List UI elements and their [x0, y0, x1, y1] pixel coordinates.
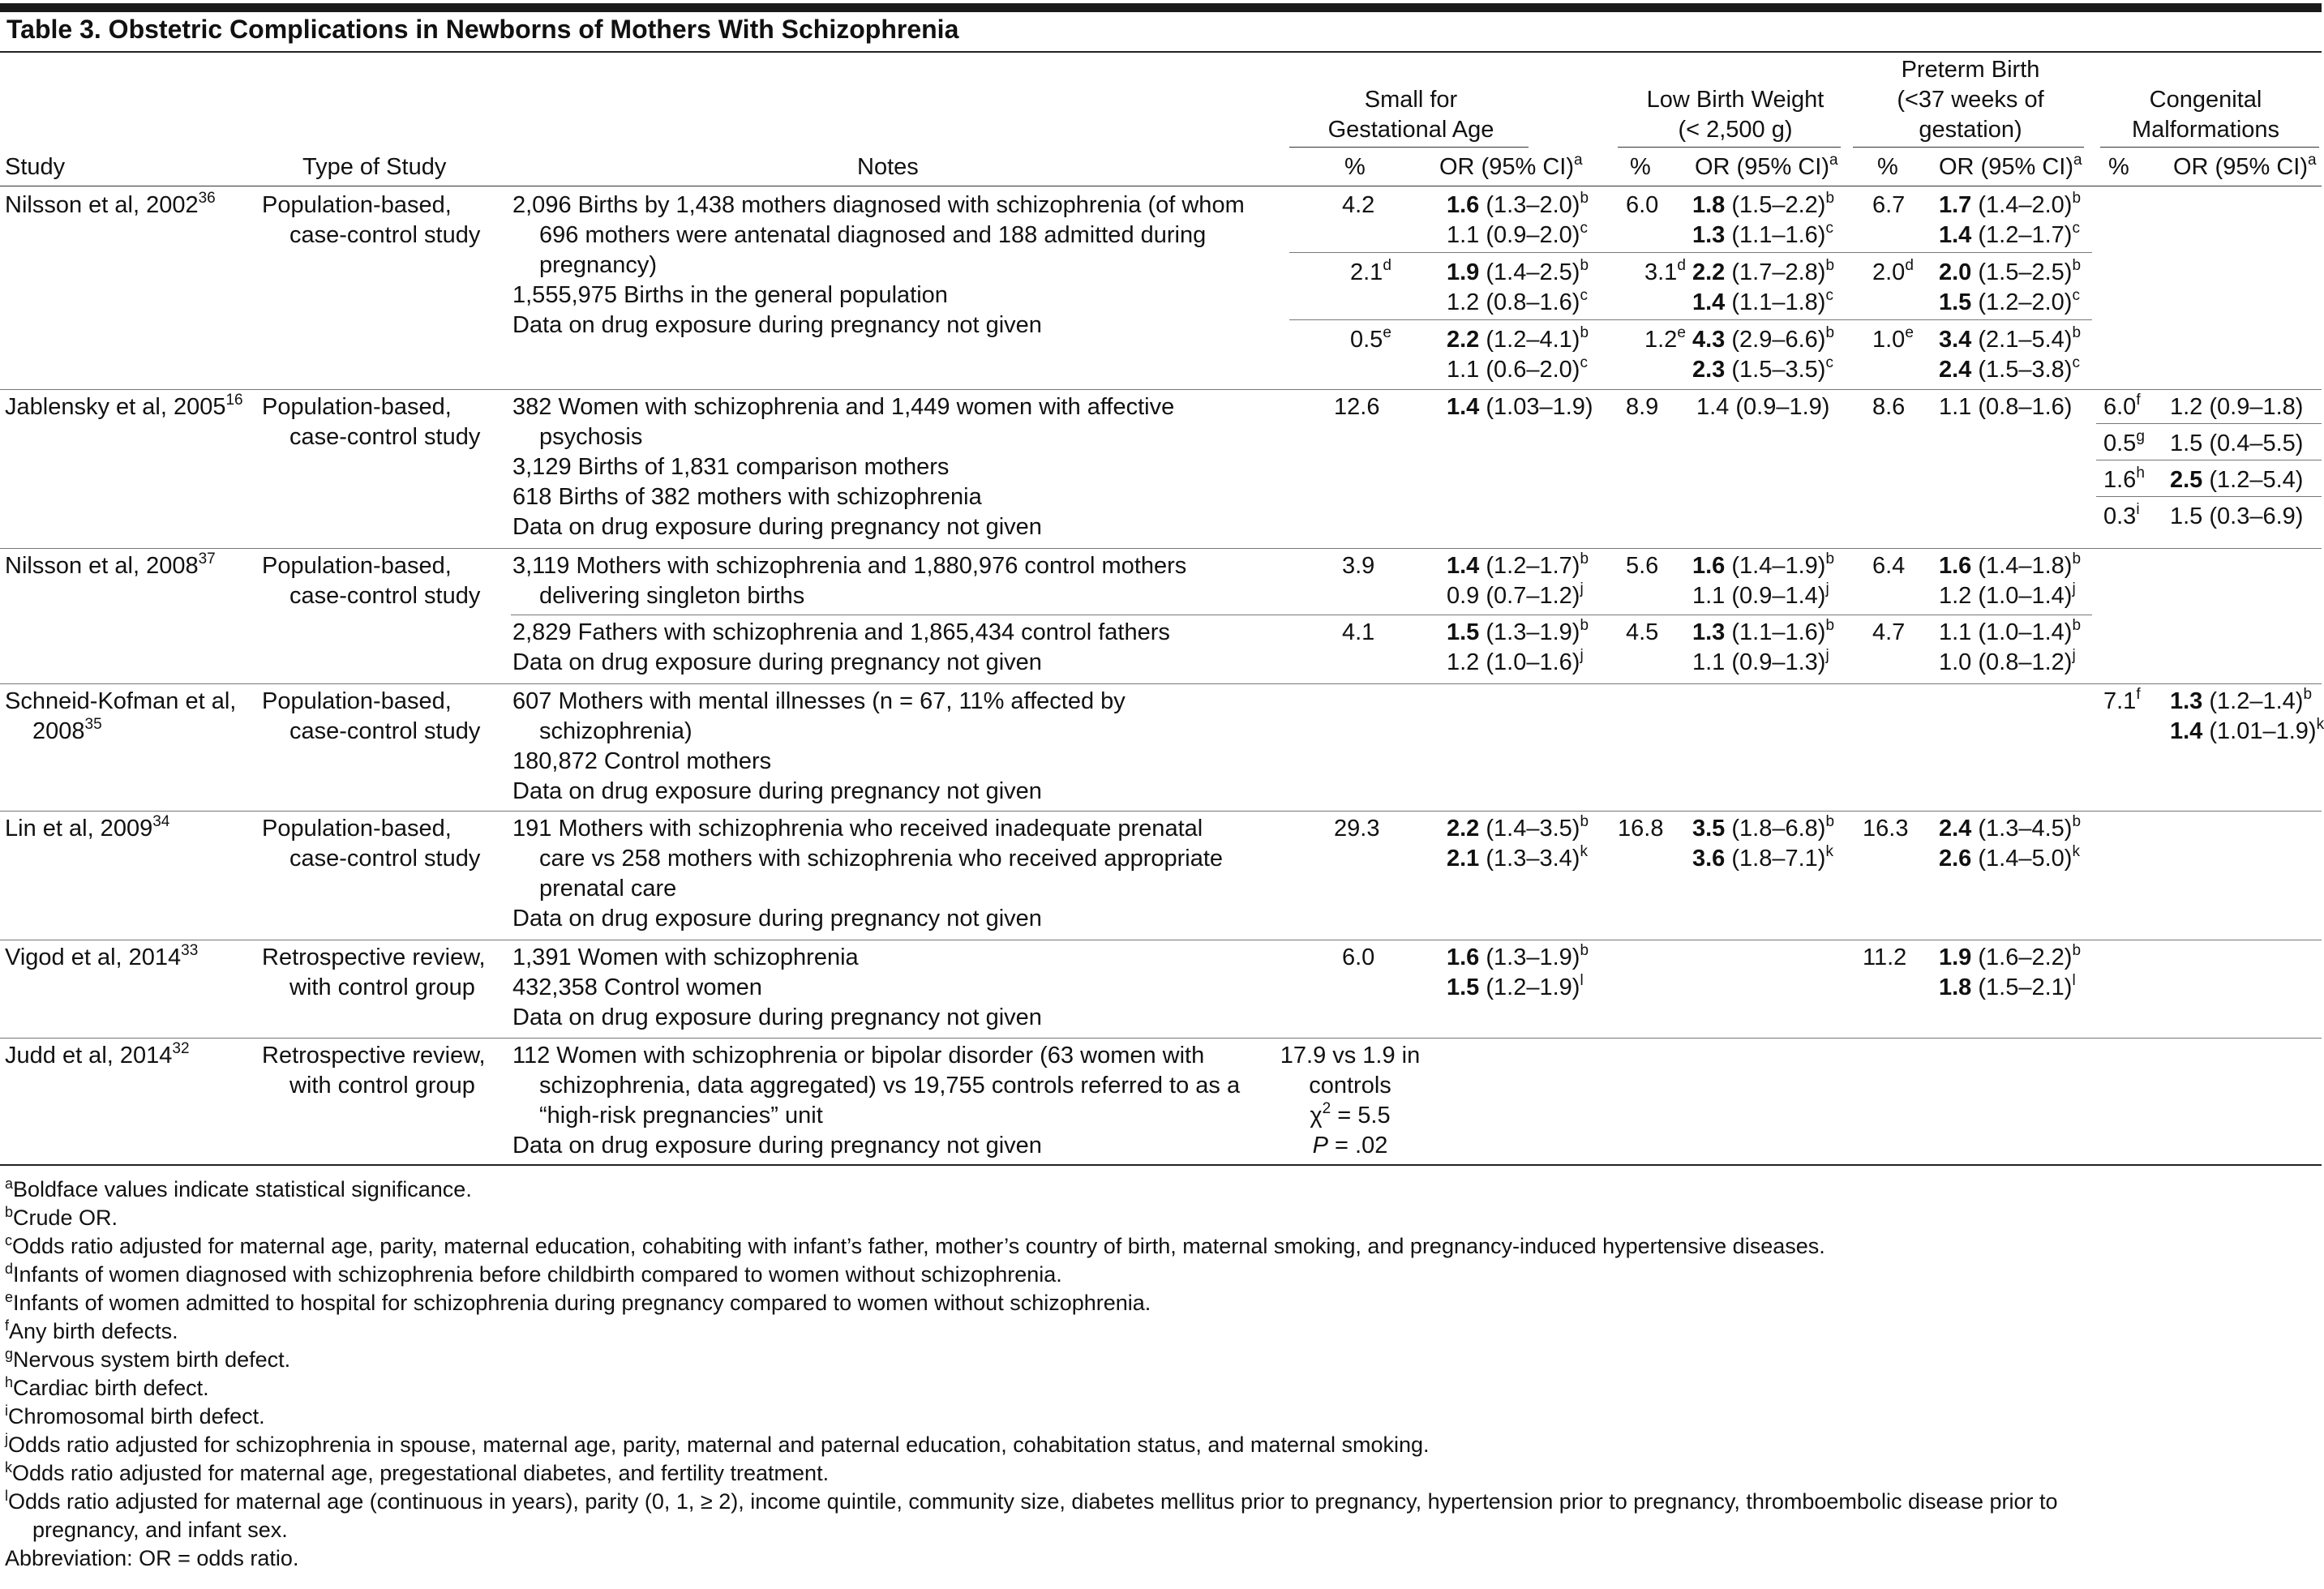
p-value: P = .02 — [1312, 1133, 1388, 1159]
study-type: case-control study — [289, 424, 481, 450]
study-name: Nilsson et al, 2008$^{37}$ — [5, 550, 216, 579]
sga-or: 1.6 $(1.3-2.0)^b$ — [1447, 190, 1589, 218]
pt-or: 1.2 $(1.0-1.4)^j$ — [1939, 580, 2076, 609]
header-lbw-2: (< 2,500 g) — [1678, 117, 1793, 143]
pt-pct: 6.4 — [1872, 553, 1906, 579]
sga-or: 1.4 (1.03–1.9) — [1447, 394, 1593, 420]
footnote: $^c$Odds ratio adjusted for maternal age, parity, maternal education, cohabiting with infant’s father, mother’s country of birth, maternal smoking, and pregnancy-induced hypertensive diseases. — [5, 1232, 1825, 1258]
lbw-or: 3.6 $(1.8-7.1)^k$ — [1692, 843, 1833, 872]
pt-or: 1.0 $(0.8-1.2)^j$ — [1939, 647, 2076, 675]
pt-pct: 16.3 — [1863, 816, 1909, 842]
pt-or: 1.4 $(1.2-1.7)^c$ — [1939, 220, 2080, 248]
lbw-or: 1.1 $(0.9-1.4)^j$ — [1692, 580, 1829, 609]
study-name: 2008$^{35}$ — [32, 716, 102, 744]
header-cm-or: OR (95% CI)$^a$ — [2173, 152, 2317, 180]
chi-square: $\chi^2 = 5.5$ — [1310, 1100, 1391, 1129]
footnote: $^l$Odds ratio adjusted for maternal age (continuous in years), parity (0, 1, ≥ 2), income quintile, community size, diabetes mellitus prior to pregnancy, hypertension prior to pregnancy, thromboembolic disease prior to — [5, 1488, 2058, 1514]
lbw-or: 2.2 $(1.7-2.8)^b$ — [1692, 257, 1835, 285]
pt-or: 1.1 (0.8–1.6) — [1939, 394, 2073, 420]
header-notes: Notes — [857, 154, 919, 180]
header-study: Study — [5, 154, 66, 180]
header-type: Type of Study — [302, 154, 447, 180]
top-bar — [0, 3, 2322, 12]
sga-pct: 2.1$^d$ — [1350, 257, 1391, 285]
study-type: Population-based, — [262, 394, 452, 420]
header-cm-2: Malformations — [2131, 117, 2280, 143]
header-sga-1: Small for — [1364, 87, 1458, 113]
pt-or: 2.4 $(1.3-4.5)^b$ — [1939, 813, 2082, 842]
study-name: Schneid-Kofman et al, — [5, 688, 237, 714]
lbw-or: 4.3 $(2.9-6.6)^b$ — [1692, 324, 1835, 353]
study-type: Population-based, — [262, 553, 452, 579]
footnote: $^g$Nervous system birth defect. — [5, 1346, 291, 1372]
notes-line: 432,358 Control women — [512, 974, 762, 1000]
pt-or: 2.6 $(1.4-5.0)^k$ — [1939, 843, 2080, 872]
title-rule — [0, 51, 2322, 53]
study-type: Population-based, — [262, 816, 452, 842]
lbw-pct: 4.5 — [1626, 619, 1659, 645]
lbw-or: 1.1 $(0.9-1.3)^j$ — [1692, 647, 1829, 675]
pt-or: 1.8 $(1.5-2.1)^l$ — [1939, 972, 2076, 1000]
sga-or: 1.5 $(1.2-1.9)^l$ — [1447, 972, 1584, 1000]
cm-pct: 1.6$^h$ — [2103, 465, 2145, 493]
notes-line: 618 Births of 382 mothers with schizophrenia — [512, 484, 982, 510]
subrow-rule — [2096, 496, 2322, 497]
lbw-or: 2.3 $(1.5-3.5)^c$ — [1692, 354, 1833, 383]
cm-pct: 6.0$^f$ — [2103, 392, 2141, 420]
footnote: $^b$Crude OR. — [5, 1204, 118, 1230]
header-lbw-or: OR (95% CI)$^a$ — [1695, 152, 1838, 180]
row-rule — [0, 811, 2322, 812]
notes-line: prenatal care — [539, 876, 677, 902]
header-pt-3: gestation) — [1919, 117, 2022, 143]
notes-line: 607 Mothers with mental illnesses (n = 67, 11% affected by — [512, 688, 1126, 714]
footnote: $^k$Odds ratio adjusted for maternal age, pregestational diabetes, and fertility treatment. — [5, 1459, 830, 1485]
study-name: Nilsson et al, 2002$^{36}$ — [5, 190, 216, 218]
pt-or: 1.5 $(1.2-2.0)^c$ — [1939, 287, 2080, 315]
notes-line: 2,829 Fathers with schizophrenia and 1,865,434 control fathers — [512, 619, 1170, 645]
sga-pct: controls — [1309, 1073, 1391, 1099]
cm-group-rule — [2100, 147, 2319, 148]
notes-line: pregnancy) — [539, 252, 658, 278]
lbw-or: 1.4 $(1.1-1.8)^c$ — [1692, 287, 1833, 315]
sga-pct: 4.1 — [1342, 619, 1375, 645]
sga-pct: 0.5e — [1350, 324, 1391, 353]
study-type: case-control study — [289, 222, 481, 248]
header-lbw-pct: % — [1630, 154, 1651, 180]
sga-pct: 6.0 — [1342, 944, 1375, 970]
header-sga-pct: % — [1344, 154, 1366, 180]
footnote: $^j$Odds ratio adjusted for schizophrenia in spouse, maternal age, parity, maternal and paternal education, cohabitation status, and maternal smoking. — [5, 1431, 1430, 1457]
study-type: case-control study — [289, 846, 481, 872]
cm-pct: 0.5$^g$ — [2103, 428, 2145, 456]
lbw-pct: 6.0 — [1626, 192, 1659, 218]
header-pt-or: OR (95% CI)$^a$ — [1939, 152, 2082, 180]
lbw-group-rule — [1618, 147, 1841, 148]
notes-line: psychosis — [539, 424, 643, 450]
lbw-pct: 16.8 — [1618, 816, 1664, 842]
table-bottom-rule — [0, 1164, 2322, 1166]
footnote: $^e$Infants of women admitted to hospital for schizophrenia during pregnancy compared to women without schizophrenia. — [5, 1289, 1151, 1315]
sga-or: 1.4 $(1.2-1.7)^b$ — [1447, 550, 1589, 579]
header-cm-pct: % — [2108, 154, 2129, 180]
row-rule — [0, 548, 2322, 549]
table-title: Table 3. Obstetric Complications in Newborns of Mothers With Schizophrenia — [6, 15, 959, 44]
notes-line: Data on drug exposure during pregnancy not given — [512, 649, 1042, 675]
pt-or: 3.4 $(2.1-5.4)^b$ — [1939, 324, 2082, 353]
sga-pct: 29.3 — [1334, 816, 1380, 842]
notes-line: 1,555,975 Births in the general population — [512, 282, 948, 308]
pt-pct: 2.0$^d$ — [1872, 257, 1914, 285]
study-name: Vigod et al, 2014$^{33}$ — [5, 942, 199, 970]
lbw-or: 1.3 $(1.1-1.6)^b$ — [1692, 617, 1835, 645]
pt-pct: 11.2 — [1863, 944, 1907, 970]
pt-or: 2.0 $(1.5-2.5)^b$ — [1939, 257, 2082, 285]
subrow-rule — [2096, 423, 2322, 424]
sga-pct: 17.9 vs 1.9 in — [1280, 1043, 1421, 1069]
cm-or: 1.5 (0.3–6.9) — [2170, 503, 2304, 529]
row-rule — [0, 389, 2322, 390]
notes-line: care vs 258 mothers with schizophrenia who received appropriate — [539, 846, 1224, 872]
header-sga-or: OR (95% CI)$^a$ — [1439, 152, 1583, 180]
subrow-rule — [1289, 252, 2092, 253]
study-type: with control group — [289, 1073, 475, 1099]
notes-line: 3,119 Mothers with schizophrenia and 1,880,976 control mothers — [512, 553, 1187, 579]
notes-line: 180,872 Control mothers — [512, 748, 772, 774]
sga-pct: 4.2 — [1342, 192, 1375, 218]
sga-or: 1.5 $(1.3-1.9)^b$ — [1447, 617, 1589, 645]
header-sga-2: Gestational Age — [1327, 117, 1494, 143]
notes-line: 382 Women with schizophrenia and 1,449 women with affective — [512, 394, 1175, 420]
lbw-pct: 1.2e — [1644, 324, 1686, 353]
study-type: case-control study — [289, 583, 481, 609]
sga-pct: 12.6 — [1334, 394, 1380, 420]
lbw-or: 1.3 $(1.1-1.6)^c$ — [1692, 220, 1833, 248]
notes-line: 112 Women with schizophrenia or bipolar disorder (63 women with — [512, 1043, 1205, 1069]
notes-line: 1,391 Women with schizophrenia — [512, 944, 859, 970]
sga-or: 1.2 $(0.8-1.6)^c$ — [1447, 287, 1588, 315]
row-rule — [0, 1038, 2322, 1039]
notes-line: “high-risk pregnancies” unit — [539, 1103, 823, 1129]
cm-or: 1.2 (0.9–1.8) — [2170, 394, 2304, 420]
pt-pct: 8.6 — [1872, 394, 1906, 420]
sga-or: 1.1 $(0.9-2.0)^c$ — [1447, 220, 1588, 248]
pt-or: 1.6 $(1.4-1.8)^b$ — [1939, 550, 2082, 579]
header-pt-1: Preterm Birth — [1901, 57, 2040, 83]
notes-line: 3,129 Births of 1,831 comparison mothers — [512, 454, 950, 480]
notes-line: Data on drug exposure during pregnancy not given — [512, 1004, 1042, 1030]
pt-group-rule — [1853, 147, 2084, 148]
study-name: Jablensky et al, 2005$^{16}$ — [5, 392, 243, 420]
pt-or: 1.1 $(1.0-1.4)^b$ — [1939, 617, 2082, 645]
lbw-or: 3.5 $(1.8-6.8)^b$ — [1692, 813, 1835, 842]
study-type: Population-based, — [262, 192, 452, 218]
study-type: with control group — [289, 974, 475, 1000]
lbw-pct: 8.9 — [1626, 394, 1659, 420]
sga-or: 0.9 $(0.7-1.2)^j$ — [1447, 580, 1584, 609]
lbw-pct: 3.1$^d$ — [1644, 257, 1686, 285]
header-pt-pct: % — [1877, 154, 1898, 180]
sga-or: 2.1 $(1.3-3.4)^k$ — [1447, 843, 1588, 872]
cm-pct: 0.3$^i$ — [2103, 501, 2140, 529]
row-rule — [0, 683, 2322, 684]
study-type: Retrospective review, — [262, 1043, 486, 1069]
sga-or: 1.2 $(1.0-1.6)^j$ — [1447, 647, 1584, 675]
notes-line: Data on drug exposure during pregnancy not given — [512, 514, 1042, 540]
notes-line: Data on drug exposure during pregnancy not given — [512, 778, 1042, 804]
header-lbw-1: Low Birth Weight — [1646, 87, 1824, 113]
cm-or: 1.3 $(1.2-1.4)^b$ — [2170, 686, 2313, 714]
notes-line: 696 mothers were antenatal diagnosed and 188 admitted during — [539, 222, 1207, 248]
pt-or: 1.9 $(1.6-2.2)^b$ — [1939, 942, 2082, 970]
notes-line: Data on drug exposure during pregnancy not given — [512, 1133, 1042, 1159]
study-name: Lin et al, 2009$^{34}$ — [5, 813, 170, 842]
lbw-or: 1.4 (0.9–1.9) — [1696, 394, 1830, 420]
pt-pct: 4.7 — [1872, 619, 1906, 645]
sga-or: 1.1 $(0.6-2.0)^c$ — [1447, 354, 1588, 383]
notes-line: schizophrenia, data aggregated) vs 19,755 controls referred to as a — [539, 1073, 1241, 1099]
subrow-rule — [1289, 319, 2092, 320]
pt-or: 1.7 $(1.4-2.0)^b$ — [1939, 190, 2082, 218]
footnote: $^h$Cardiac birth defect. — [5, 1374, 209, 1400]
pt-pct: 1.0e — [1872, 324, 1914, 353]
footnote: $^i$Chromosomal birth defect. — [5, 1403, 265, 1428]
sga-pct: 3.9 — [1342, 553, 1375, 579]
pt-pct: 6.7 — [1872, 192, 1906, 218]
footnote: $^f$Any birth defects. — [5, 1317, 178, 1343]
footnote: pregnancy, and infant sex. — [32, 1518, 288, 1542]
notes-line: Data on drug exposure during pregnancy not given — [512, 906, 1042, 932]
footnote: $^a$Boldface values indicate statistical significance. — [5, 1176, 472, 1201]
footnote: $^d$Infants of women diagnosed with schizophrenia before childbirth compared to women without schizophrenia. — [5, 1261, 1062, 1287]
lbw-pct: 5.6 — [1626, 553, 1659, 579]
pt-or: 2.4 $(1.5-3.8)^c$ — [1939, 354, 2080, 383]
notes-line: 191 Mothers with schizophrenia who received inadequate prenatal — [512, 816, 1203, 842]
cm-pct: 7.1$^f$ — [2103, 686, 2141, 714]
cm-or: 2.5 (1.2–5.4) — [2170, 467, 2304, 493]
study-type: Population-based, — [262, 688, 452, 714]
notes-line: 2,096 Births by 1,438 mothers diagnosed with schizophrenia (of whom — [512, 192, 1245, 218]
study-type: Retrospective review, — [262, 944, 486, 970]
sga-group-rule — [1289, 147, 1529, 148]
header-cm-1: Congenital — [2149, 87, 2262, 113]
sga-or: 2.2 $(1.4-3.5)^b$ — [1447, 813, 1589, 842]
lbw-or: 1.6 $(1.4-1.9)^b$ — [1692, 550, 1835, 579]
notes-line: Data on drug exposure during pregnancy not given — [512, 312, 1042, 338]
cm-or: 1.4 $(1.01-1.9)^k$ — [2170, 716, 2324, 744]
notes-line: delivering singleton births — [539, 583, 805, 609]
notes-line: schizophrenia) — [539, 718, 692, 744]
lbw-or: 1.8 $(1.5-2.2)^b$ — [1692, 190, 1835, 218]
cm-or: 1.5 (0.4–5.5) — [2170, 430, 2304, 456]
sga-or: 1.6 $(1.3-1.9)^b$ — [1447, 942, 1589, 970]
study-name: Judd et al, 2014$^{32}$ — [5, 1040, 190, 1069]
header-pt-2: (<37 weeks of — [1897, 87, 2044, 113]
sga-or: 1.9 $(1.4-2.5)^b$ — [1447, 257, 1589, 285]
abbreviation-note: Abbreviation: OR = odds ratio. — [5, 1546, 299, 1570]
study-type: case-control study — [289, 718, 481, 744]
sga-or: 2.2 $(1.2-4.1)^b$ — [1447, 324, 1589, 353]
